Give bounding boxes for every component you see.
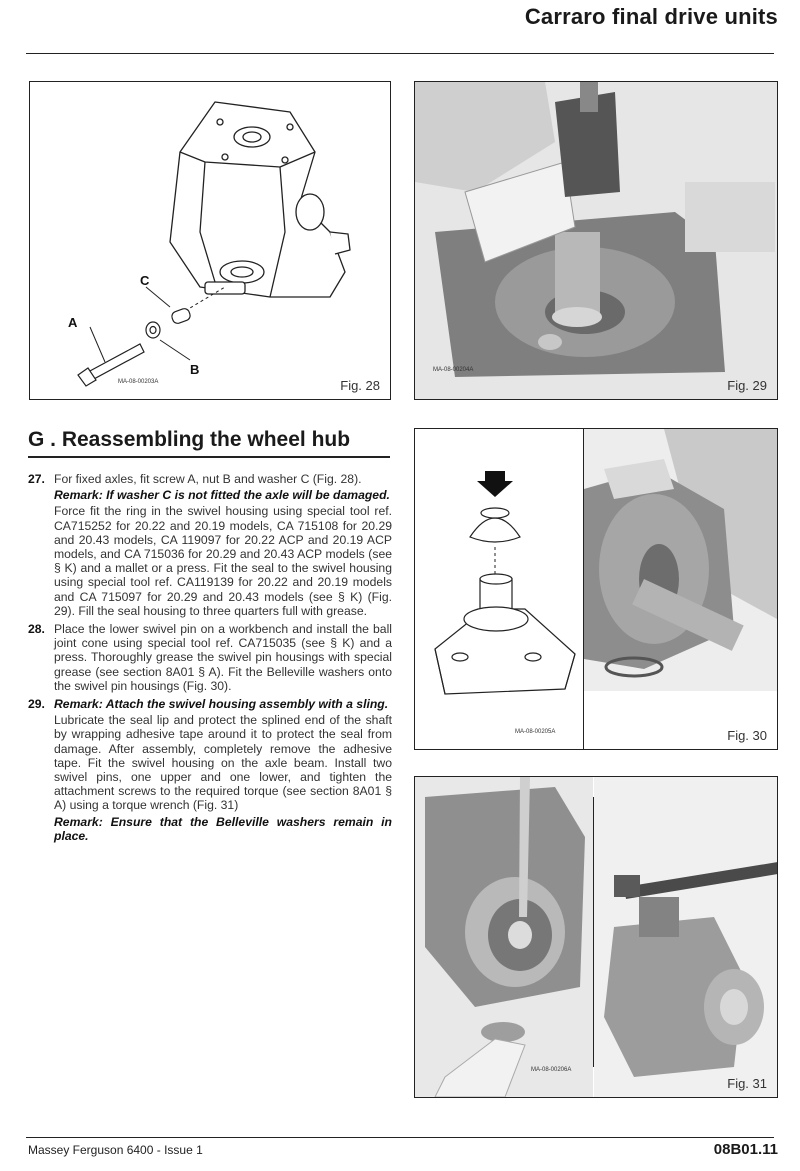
step-number: 28. xyxy=(28,622,45,637)
step-27 xyxy=(28,472,392,620)
swivel-pin-drawing xyxy=(415,429,595,749)
figure-29 xyxy=(414,81,778,400)
figure-30 xyxy=(414,428,778,750)
footer-page-number: 08B01.11 xyxy=(713,1141,778,1158)
torque-wrench-photo xyxy=(594,777,778,1097)
step-text: For fixed axles, fit screw A, nut B and washer C (Fig. 28). xyxy=(54,472,362,486)
section-heading: G . Reassembling the wheel hub xyxy=(28,428,390,458)
page-title: Carraro final drive units xyxy=(524,4,778,29)
header-rule xyxy=(26,53,774,54)
figure-30-code: MA-08-00205A xyxy=(515,729,556,735)
footer-publication: Massey Ferguson 6400 - Issue 1 xyxy=(28,1143,203,1157)
step-remark: Remark: Ensure that the Belleville washers remain in place. xyxy=(54,814,392,843)
figure-28-label: Fig. 28 xyxy=(340,378,380,393)
figure-28-code: MA-08-00203A xyxy=(118,379,159,385)
figure-29-label: Fig. 29 xyxy=(727,378,767,393)
callout-a: A xyxy=(68,315,78,330)
swivel-housing-drawing xyxy=(30,82,390,399)
step-number: 27. xyxy=(28,472,45,486)
step-remark: Remark: Attach the swivel housing assembly with a sling. xyxy=(54,697,389,712)
step-text: Force fit the ring in the swivel housing using special tool ref. CA715252 for 20.22 and 20.19 models, CA 715108 for 20.29 and 20.43 models, CA 119097 for 20.22 ACP and 20.19 ACP models, and CA 715036 for 20.29 and 20.43 ACP models (see § K) and a mallet or a press. Fit the seal to the swivel housing using special tool ref. CA119139 for 20.22 and 20.19 models and CA 715097 for 20.29 and 20.43 models (see § K) (Fig. 29). Fill the seal housing to three quarters full with grease. xyxy=(54,504,392,618)
swivel-pin-photo xyxy=(584,429,777,691)
step-number: 29. xyxy=(28,697,45,712)
figure-29-code: MA-08-00204A xyxy=(433,367,474,373)
step-remark: Remark: If washer C is not fitted the axle will be damaged. xyxy=(54,488,390,503)
figure-31 xyxy=(414,776,778,1098)
figure-31-label: Fig. 31 xyxy=(727,1076,767,1091)
procedure-text xyxy=(28,472,392,847)
seal-fitting-photo xyxy=(415,82,777,399)
footer-rule xyxy=(26,1137,774,1138)
step-text: Lubricate the seal lip and protect the splined end of the shaft by wrapping adhesive tape around it to protect the seal from damage. After assembly, completely remove the adhesive tape. Fit the swivel housing on the axle beam. Install two swivel pins, one upper and one lower, and tighten the attachment screws to the required torque (see section 8A01 § A) using a torque wrench (Fig. 31) xyxy=(54,713,392,813)
swivel-assembly-photo xyxy=(415,777,593,1097)
figure-30-label: Fig. 30 xyxy=(727,728,767,743)
step-28 xyxy=(28,622,392,695)
callout-c: C xyxy=(140,273,150,288)
figure-28 xyxy=(29,81,391,400)
figure-31-code: MA-08-00206A xyxy=(531,1067,572,1073)
step-text: Place the lower swivel pin on a workbench and install the ball joint cone using special tool ref. CA715035 (see § K) and a press. Thoroughly grease the swivel pin housings with special grease (see section 8A01 § A). Fit the Belleville washers onto the swivel pin housings (Fig. 30). xyxy=(54,622,392,693)
callout-b: B xyxy=(190,362,200,377)
step-29 xyxy=(28,697,392,845)
